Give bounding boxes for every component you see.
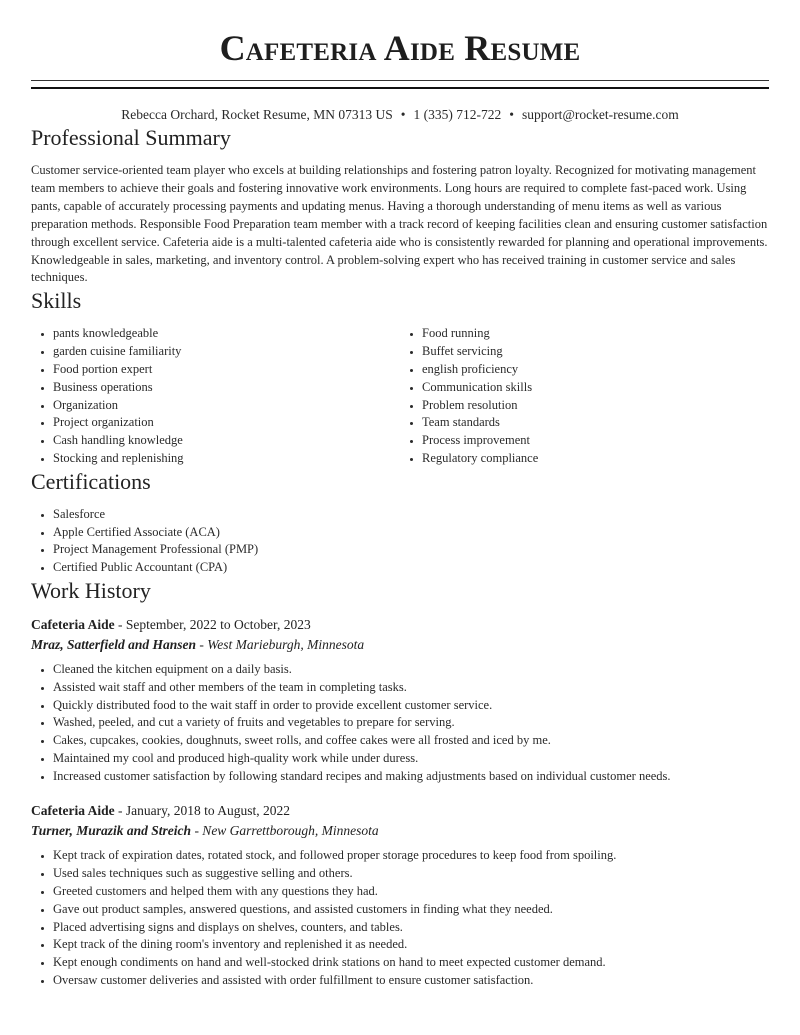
certification-item: • Certified Public Accountant (CPA)	[53, 559, 769, 577]
job-duty-item: • Cleaned the kitchen equipment on a daily basis.	[53, 661, 769, 679]
job-entry	[31, 801, 769, 989]
skills-list-left	[31, 325, 400, 467]
skill-item: • Process improvement	[422, 432, 769, 450]
certification-item: • Project Management Professional (PMP)	[53, 541, 769, 559]
contact-address: Rebecca Orchard, Rocket Resume, MN 07313 US	[121, 107, 393, 122]
job-entry	[31, 615, 769, 786]
skill-item: • Regulatory compliance	[422, 450, 769, 468]
contact-email: support@rocket-resume.com	[521, 107, 679, 122]
job-duty-item: • Placed advertising signs and displays on shelves, counters, and tables.	[53, 919, 769, 937]
skill-item: • Problem resolution	[422, 397, 769, 415]
skill-item: • Communication skills	[422, 379, 769, 397]
job-duty-item: • Maintained my cool and produced high-quality work while under duress.	[53, 750, 769, 768]
job-dates: - January, 2018 to August, 2022	[114, 803, 290, 819]
skill-item: • Food portion expert	[53, 361, 400, 379]
contact-phone: 1 (335) 712-722	[413, 107, 502, 122]
job-duty-item: • Gave out product samples, answered questions, and assisted customers in finding what they needed.	[53, 901, 769, 919]
summary-text: Customer service-oriented team player who excels at building relationships and fostering patron loyalty. Recognized for motivating management team members to achieve their goals and fostering innovative work environments. Long hours are required to complete fast-paced work. Using pants, capable of accurately processing payments and updating menus. Having a thorough understanding of menu items as well as various preparation methods. Responsible Food Preparation team member with a track record of keeping facilities clean and ensuring customer satisfaction through excellent service. Cafeteria aide is a multi-talented cafeteria aide who is consistently rewarded for planning and operational improvements. Knowledgeable in sales, marketing, and inventory control. A problem-solving expert who has received training in customer service and sales techniques.	[31, 163, 768, 285]
skill-item: • Cash handling knowledge	[53, 432, 400, 450]
job-duty-item: • Kept track of expiration dates, rotated stock, and followed proper storage procedures to keep food from spoiling.	[53, 847, 769, 865]
job-title-line	[31, 801, 769, 821]
skills-heading: Skills	[31, 288, 82, 314]
summary-heading: Professional Summary	[31, 125, 231, 150]
job-duty-item: • Cakes, cupcakes, cookies, doughnuts, sweet rolls, and coffee cakes were all frosted and iced by me.	[53, 732, 769, 750]
bullet-separator: •	[400, 107, 406, 122]
job-company: Mraz, Satterfield and Hansen	[31, 636, 197, 652]
job-duty-item: • Quickly distributed food to the wait staff in order to provide excellent customer service.	[53, 697, 769, 715]
job-company-line	[31, 635, 769, 655]
job-title: Cafeteria Aide	[31, 616, 115, 632]
certifications-list	[31, 506, 769, 577]
job-duty-item: • Washed, peeled, and cut a variety of fruits and vegetables to prepare for serving.	[53, 714, 769, 732]
job-company-line	[31, 821, 769, 841]
certification-item: • Salesforce	[53, 506, 769, 524]
job-duty-item: • Kept track of the dining room's inventory and replenished it as needed.	[53, 936, 769, 954]
job-duty-item: • Oversaw customer deliveries and assisted with order fulfillment to ensure customer satisfaction.	[53, 972, 769, 990]
job-duty-item: • Greeted customers and helped them with any questions they had.	[53, 883, 769, 901]
work-history-heading: Work History	[31, 577, 151, 603]
job-duties-list	[31, 847, 769, 989]
skill-item: • Organization	[53, 397, 400, 415]
resume-title: Cafeteria Aide Resume	[219, 28, 581, 68]
skill-item: • english proficiency	[422, 361, 769, 379]
contact-line	[31, 106, 769, 124]
job-location: - New Garrettborough, Minnesota	[191, 823, 379, 839]
title-double-rule	[31, 80, 769, 89]
job-duty-item: • Kept enough condiments on hand and well-stocked drink stations on hand to meet expected customer demand.	[53, 954, 769, 972]
certifications-heading: Certifications	[31, 468, 151, 494]
skills-grid	[31, 325, 769, 467]
job-dates: - September, 2022 to October, 2023	[114, 616, 311, 632]
skill-item: • garden cuisine familiarity	[53, 343, 400, 361]
skill-item: • Project organization	[53, 414, 400, 432]
job-title: Cafeteria Aide	[31, 803, 115, 819]
skill-item: • Stocking and replenishing	[53, 450, 400, 468]
job-duties-list	[31, 661, 769, 786]
job-title-line	[31, 615, 769, 635]
skill-item: • Buffet servicing	[422, 343, 769, 361]
skill-item: • Food running	[422, 325, 769, 343]
job-duty-item: • Used sales techniques such as suggestive selling and others.	[53, 865, 769, 883]
certification-item: • Apple Certified Associate (ACA)	[53, 524, 769, 542]
skill-item: • Team standards	[422, 414, 769, 432]
job-duty-item: • Assisted wait staff and other members of the team in completing tasks.	[53, 679, 769, 697]
job-company: Turner, Murazik and Streich	[31, 823, 192, 839]
job-duty-item: • Increased customer satisfaction by following standard recipes and making adjustments based on individual customer needs.	[53, 768, 769, 786]
skill-item: • Business operations	[53, 379, 400, 397]
bullet-separator: •	[509, 107, 514, 122]
skill-item: • pants knowledgeable	[53, 325, 400, 343]
skills-list-right	[400, 325, 769, 467]
job-location: - West Marieburgh, Minnesota	[196, 636, 365, 652]
